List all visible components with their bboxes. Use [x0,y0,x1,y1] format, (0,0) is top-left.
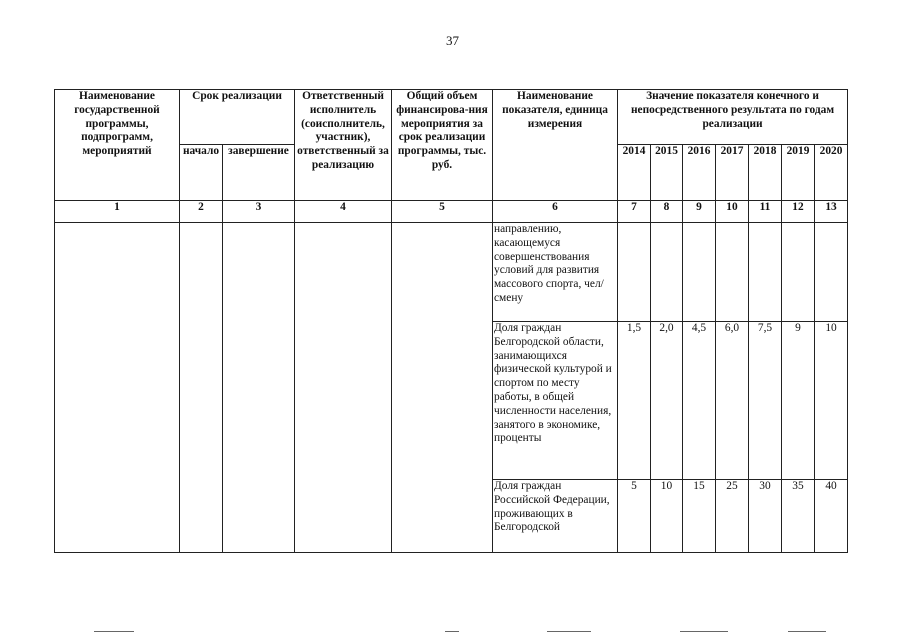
value-cell: 35 [782,480,815,553]
value-cell: 25 [716,480,749,553]
column-number: 7 [618,201,651,223]
value-cell [815,223,848,322]
column-number: 2 [180,201,223,223]
scan-mark [788,631,826,632]
program-name-cell [55,223,180,553]
header-term-end: завершение [223,145,295,201]
header-year-2019: 2019 [782,145,815,201]
column-number: 8 [651,201,683,223]
program-table [54,89,848,553]
value-cell: 6,0 [716,322,749,480]
header-year-2017: 2017 [716,145,749,201]
scan-edge-marks [0,631,905,635]
value-cell [618,223,651,322]
scan-mark [547,631,591,632]
header-year-2015: 2015 [651,145,683,201]
scan-mark [445,631,459,632]
column-number-row [55,201,848,223]
value-cell [749,223,782,322]
value-cell: 4,5 [683,322,716,480]
header-term-start: начало [180,145,223,201]
value-cell: 9 [782,322,815,480]
column-number: 12 [782,201,815,223]
header-year-2018: 2018 [749,145,782,201]
header-year-2014: 2014 [618,145,651,201]
column-number: 4 [295,201,392,223]
column-number: 13 [815,201,848,223]
header-program-name: Наименование государственной программы, подпрограмм, мероприятий [55,90,180,201]
column-number: 1 [55,201,180,223]
value-cell [651,223,683,322]
value-cell: 10 [651,480,683,553]
header-executor: Ответственный исполнитель (соисполнитель, участник), ответственный за реализацию [295,90,392,201]
column-number: 10 [716,201,749,223]
header-indicator: Наименование показателя, единица измерения [493,90,618,201]
value-cell: 30 [749,480,782,553]
column-number: 11 [749,201,782,223]
value-cell: 7,5 [749,322,782,480]
value-cell [683,223,716,322]
column-number: 6 [493,201,618,223]
value-cell: 5 [618,480,651,553]
indicator-cell: Доля граждан Белгородской области, занимающихся физической культурой и спортом по месту работы, в общей численности населения, занятого в экономике, проценты [493,322,618,480]
indicator-cell: Доля граждан Российской Федерации, проживающих в Белгородской [493,480,618,553]
executor-cell [295,223,392,553]
value-cell: 40 [815,480,848,553]
header-values-group: Значение показателя конечного и непосредственного результата по годам реализации [618,90,848,145]
header-year-2016: 2016 [683,145,716,201]
funding-cell [392,223,493,553]
header-funding: Общий объем финансирова-ния мероприятия за срок реализации программы, тыс. руб. [392,90,493,201]
value-cell [716,223,749,322]
header-term: Срок реализации [180,90,295,145]
header-year-2020: 2020 [815,145,848,201]
column-number: 3 [223,201,295,223]
value-cell: 15 [683,480,716,553]
table-row [55,223,848,322]
scan-mark [680,631,728,632]
column-number: 5 [392,201,493,223]
value-cell: 10 [815,322,848,480]
value-cell: 2,0 [651,322,683,480]
value-cell: 1,5 [618,322,651,480]
term-end-cell [223,223,295,553]
indicator-cell: направлению, касающемуся совершенствования условий для развития массового спорта, чел/смену [493,223,618,322]
term-start-cell [180,223,223,553]
value-cell [782,223,815,322]
page-number: 37 [446,33,459,48]
column-number: 9 [683,201,716,223]
scan-mark [94,631,134,632]
